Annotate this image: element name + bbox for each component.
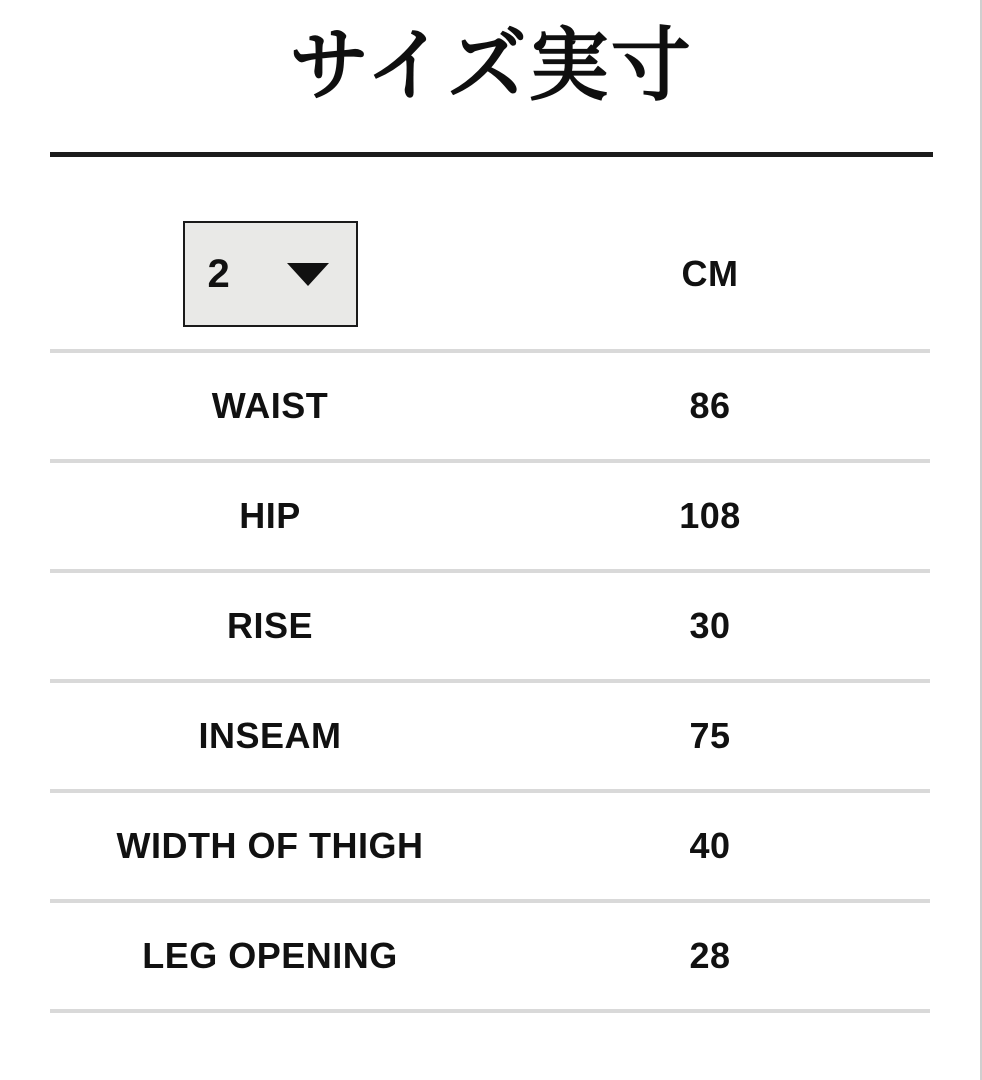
value-cell: [490, 683, 930, 789]
label-cell: [50, 353, 490, 459]
caret-down-icon: [287, 263, 329, 286]
unit-header-label: CM: [681, 253, 739, 294]
row-label: LEG OPENING: [142, 935, 398, 976]
table-row: [50, 903, 930, 1013]
label-cell: [50, 683, 490, 789]
row-label: WIDTH OF THIGH: [116, 825, 424, 866]
label-cell: [50, 463, 490, 569]
label-cell: [50, 903, 490, 1009]
table-row: [50, 353, 930, 463]
row-label: INSEAM: [198, 715, 342, 756]
size-table: [50, 157, 930, 1013]
label-cell: [50, 793, 490, 899]
size-select-value: 2: [207, 251, 230, 296]
row-label: WAIST: [211, 385, 329, 426]
header-size-cell: [50, 199, 490, 349]
table-header-row: [50, 157, 930, 353]
value-cell: [490, 903, 930, 1009]
row-value: 108: [679, 495, 741, 536]
page-title: サイズ実寸: [289, 21, 693, 110]
label-cell: [50, 573, 490, 679]
size-select[interactable]: [183, 221, 358, 327]
row-value: 28: [689, 935, 731, 976]
row-label: HIP: [239, 495, 301, 536]
row-value: 86: [689, 385, 731, 426]
row-value: 30: [689, 605, 731, 646]
row-value: 40: [689, 825, 731, 866]
value-cell: [490, 793, 930, 899]
table-row: [50, 793, 930, 903]
header-unit-cell: [490, 199, 930, 349]
value-cell: [490, 573, 930, 679]
table-row: [50, 573, 930, 683]
table-row: [50, 463, 930, 573]
row-label: RISE: [226, 605, 314, 646]
table-row: [50, 683, 930, 793]
value-cell: [490, 463, 930, 569]
row-value: 75: [689, 715, 731, 756]
value-cell: [490, 353, 930, 459]
